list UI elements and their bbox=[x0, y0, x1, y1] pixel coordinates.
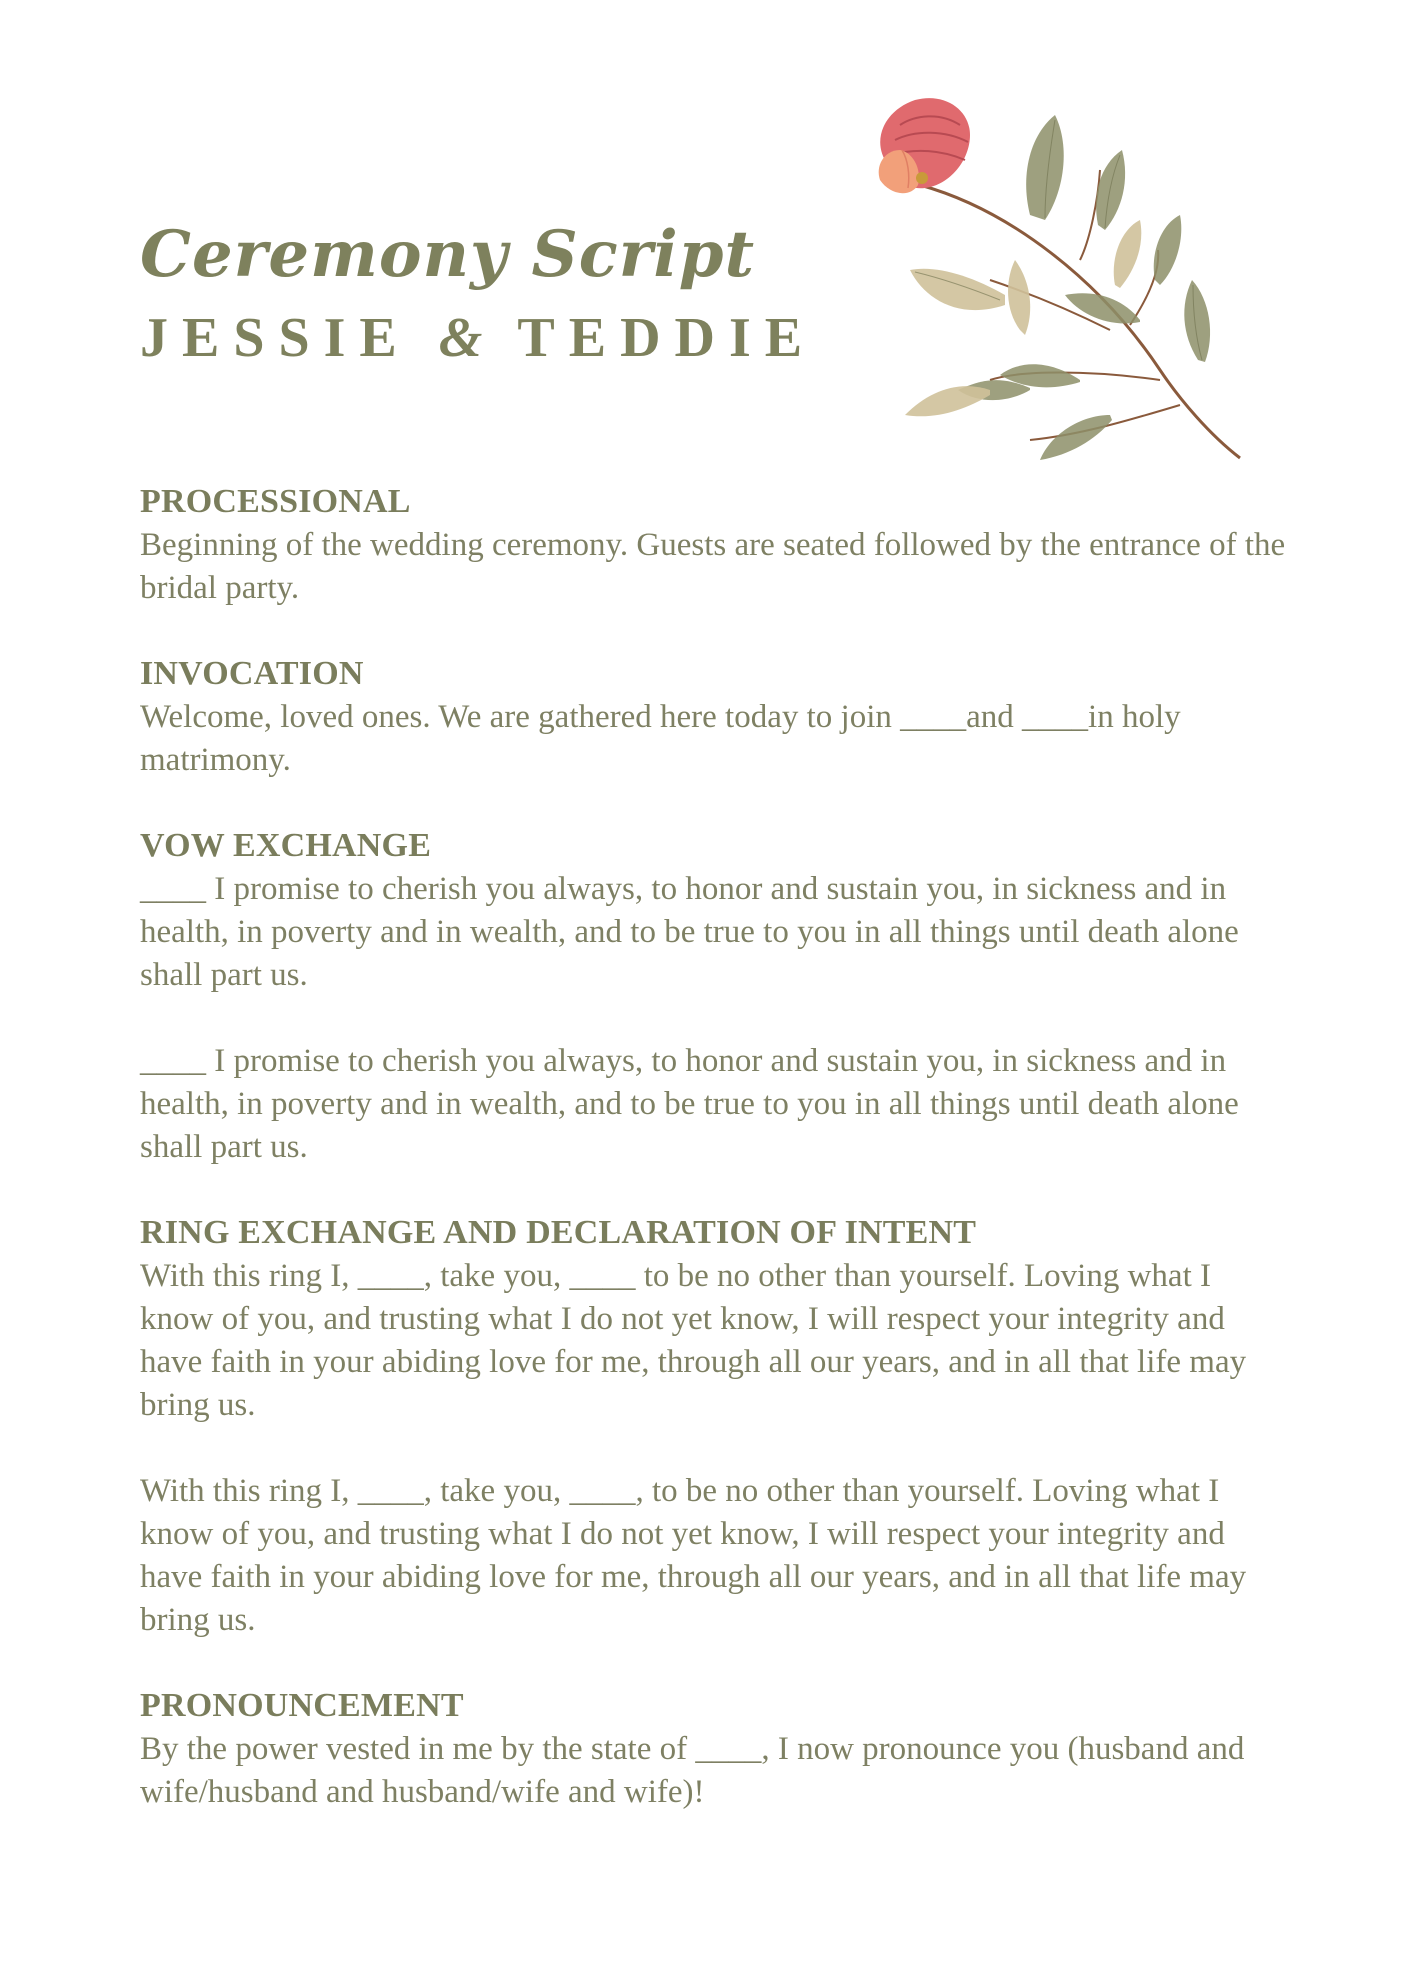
section-heading: PRONOUNCEMENT bbox=[140, 1687, 464, 1724]
section-paragraph: By the power vested in me by the state of ____, I now pronounce you (husband and wife/husband and husband/wife and wife)! bbox=[140, 1731, 1245, 1810]
ampersand: & bbox=[438, 307, 483, 370]
document-header bbox=[140, 217, 840, 370]
section-processional bbox=[140, 480, 1290, 610]
section-paragraph: With this ring I, ____, take you, ____ to be no other than yourself. Loving what I know of you, and trusting what I do not yet know, I will respect your integrity and have faith in your abiding love for me, through all our years, and in all that life may bring us. bbox=[140, 1258, 1247, 1423]
partner-name-right: TEDDIE bbox=[517, 307, 817, 370]
script-title: Ceremony Script bbox=[140, 217, 756, 292]
couple-names bbox=[140, 308, 840, 370]
section-paragraph: ____ I promise to cherish you always, to honor and sustain you, in sickness and in health, in poverty and in wealth, and to be true to you in all things until death alone shall part us. bbox=[140, 871, 1239, 993]
floral-branch-icon bbox=[830, 90, 1270, 470]
section-paragraph: With this ring I, ____, take you, ____, to be no other than yourself. Loving what I know of you, and trusting what I do not yet know, I will respect your integrity and have faith in your abiding love for me, through all our years, and in all that life may bring us. bbox=[140, 1473, 1247, 1638]
section-ring-exchange bbox=[140, 1211, 1290, 1642]
section-paragraph: Welcome, loved ones. We are gathered here today to join ____and ____in holy matrimony. bbox=[140, 699, 1181, 778]
section-vow-exchange bbox=[140, 824, 1290, 1169]
section-paragraph: ____ I promise to cherish you always, to honor and sustain you, in sickness and in health, in poverty and in wealth, and to be true to you in all things until death alone shall part us. bbox=[140, 1043, 1239, 1165]
section-heading: PROCESSIONAL bbox=[140, 483, 411, 520]
section-invocation bbox=[140, 652, 1290, 782]
section-heading: VOW EXCHANGE bbox=[140, 827, 432, 864]
section-heading: RING EXCHANGE AND DECLARATION OF INTENT bbox=[140, 1214, 977, 1251]
section-pronouncement bbox=[140, 1684, 1290, 1814]
section-heading: INVOCATION bbox=[140, 655, 364, 692]
script-content bbox=[140, 480, 1290, 1856]
partner-name-left: JESSIE bbox=[140, 307, 411, 370]
section-paragraph: Beginning of the wedding ceremony. Guests are seated followed by the entrance of the bridal party. bbox=[140, 527, 1286, 606]
